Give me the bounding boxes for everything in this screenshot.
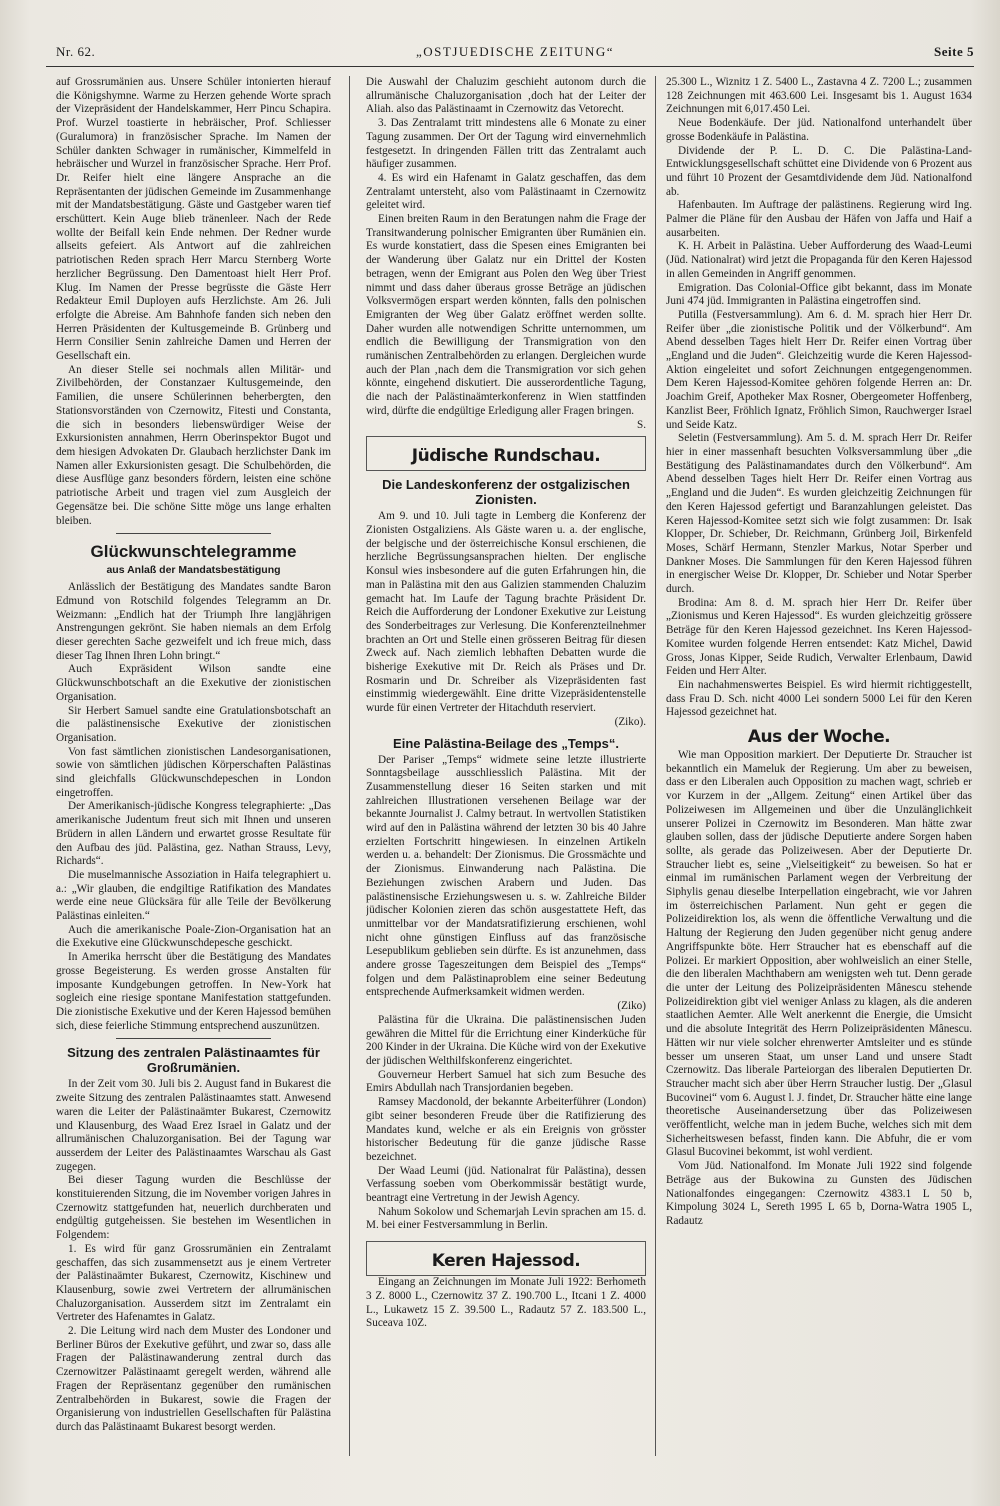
article-paragraph: In der Zeit vom 30. Juli bis 2. August fand in Bukarest die zweite Sitzung des zentralen Palästinaamtes statt. Anwesend waren die Leiter der Palästinaämter Bukarest, Czernowitz und Klausenburg, des Waad Erez Israel in Galatz und der allrumänischen Chaluzorganisation. Bei der Tagung war ausserdem der Leiter des Palästinaamtes Warschau als Gast zugegen. xyxy=(56,1078,331,1173)
headline-temps: Eine Palästina-Beilage des „Temps“. xyxy=(393,735,619,751)
news-item: Brodina: Am 8. d. M. sprach hier Herr Dr. Reifer über „Zionismus und Keren Hajessod“. Es wurden gleichzeitig grössere Beträge für den Keren Hajessod gezeichnet. Ins Keren Hajessod-Komitee wurden folgende Herren entsendet: Katz Michel, Dawid Gross, Jonas Kipper, Seide Rudich, Verwalter Erlenbaum, Dawid Feiden und Herr Alter. xyxy=(666,596,972,678)
article-paragraph: Anlässlich der Bestätigung des Mandates sandte Baron Edmund von Rotschild folgendes Telegramm an Dr. Weizmann: „Endlich hat der Triumph Ihre langjährigen Anstrengungen gekrönt. Sie haben niemals an dem Erfolg dieser gerechten Sache gezweifelt und ich freue mich, dass dieser Tag Ihnen Ihren Lohn bringt.“ xyxy=(56,581,331,662)
article-paragraph: Bei dieser Tagung wurden die Beschlüsse der konstituierenden Sitzung, die im November vorigen Jahres in Czernowitz stattgefunden hat, neuerlich durchberaten und endgültig gutgeheissen. Sie bestehen im Wesentlichen in Folgendem: xyxy=(56,1174,331,1242)
column-divider xyxy=(349,76,350,1456)
article-paragraph: 25.300 L., Wiznitz 1 Z. 5400 L., Zastavna 4 Z. 7200 L.; zusammen 128 Zeichnungen mit 463.600 Lei. Insgesamt bis 1. August 1634 Zeichnungen mit 6,017.450 Lei. xyxy=(666,76,972,116)
article-paragraph: 1. Es wird für ganz Grossrumänien ein Zentralamt geschaffen, das sich zusammensetzt aus je einem Vertreter der Palästinaämter Bukarest, Czernowitz, Kischinew und Klausenburg, sowie zwei Vertretern der allrumänischen Chaluzorganisation. Ausserdem sitzt im Zentralamt ein Vertreter des Hafenamtes in Galatz. xyxy=(56,1242,331,1324)
article-paragraph: Von fast sämtlichen zionistischen Landesorganisationen, sowie von sämtlichen jüdischen Körperschaften Palästinas sind gleichfalls Glückwunschdepeschen in London eingetroffen. xyxy=(56,745,331,799)
headline-landeskonferenz: Die Landeskonferenz der ostgalizischen Zionisten. xyxy=(382,477,630,508)
column-2 xyxy=(366,76,646,1461)
section-heading-rundschau: Jüdische Rundschau. xyxy=(411,446,601,467)
section-divider xyxy=(116,533,271,534)
news-item: Nahum Sokolow und Schemarjah Levin sprachen am 15. d. M. bei einer Festversammlung in Berlin. xyxy=(366,1205,646,1232)
article-paragraph: Am 9. und 10. Juli tagte in Lemberg die Konferenz der Zionisten Ostgaliziens. Als Gäste waren u. a. der englische, der belgische und der österreichische Konsul erschienen, die herzliche Begrüssungsansprachen hielten. Der englische Konsul wies insbesondere auf die guten Erfahrungen hin, die man in Palästina mit den aus Galizien stammenden Chaluzim gemacht hat. Im Laufe der Tagung brachte Präsident Dr. Reich die Aufforderung der Londoner Exekutive zur Leistung des Sonderbeitrages zur Verlesung. Die Konferenzteilnehmer brachten an Ort und Stelle einen grösseren Beitrag für diesen Zweck auf. Nach ziemlich lebhaften Debatten wurde die bisherige Exekutive mit Dr. Reich als Präses und Dr. Rosmarin und Dr. Schreiber als Vizepräsidenten fast einstimmig wiedergewählt. Eine dritte Vizepräsidentenstelle wurde für einen Vertreter der Hitachduth reserviert. xyxy=(366,510,646,715)
news-item: Dividende der P. L. D. C. Die Palästina-Land-Entwicklungsgesellschaft schüttet eine Dividende von 6 Prozent aus und führt 10 Prozent der Gesamtdividende dem Jüd. Nationalfond ab. xyxy=(666,144,972,198)
article-paragraph: Vom Jüd. Nationalfond. Im Monate Juli 1922 sind folgende Beträge aus der Bukowina zu Gunsten des Jüdischen Nationalfondes eingegangen: Czernowitz 4383.1 L 50 b, Kimpolung 3024 L, Sereth 1995 L 65 b, Dorna-Watra 1905 L, Radautz xyxy=(666,1160,972,1227)
article-paragraph: In Amerika herrscht über die Bestätigung des Mandates grosse Begeisterung. Es werden grosse Anstalten für imposante Kundgebungen getroffen. In New-York hat sogleich eine riesige spontane Manifestation stattgefunden. Die zionistische Exekutive und der Keren Hajessod bemühen sich, diese feierliche Stimmung entsprechend auszunützen. xyxy=(56,951,331,1032)
headline-sitzung: Sitzung des zentralen Palästinaamtes für Großrumänien. xyxy=(67,1045,320,1076)
article-paragraph: Wie man Opposition markiert. Der Deputierte Dr. Straucher ist bekanntlich ein Mameluk der Regierung. Um aber zu beweisen, dass er den Liberalen auch Opposition zu machen wagt, schrieb er vor Kurzem in der „Allgem. Zeitung“ einen Artikel über das Polizeiwesen im Allgemeinen und über die Unzulänglichkeit unserer Polizei in Czernowitz im Besonderen. Man hätte zwar glauben sollen, dass der jüdische Deputierte andere Sorgen haben sollte, als gerade das Polizeiwesen. Aber der Deputierte Dr. Straucher liebt es, seine „Vielseitigkeit“ zu beweisen. So hat er einmal im rumänischen Parlament wegen der Verbreitung der Siphylis genau dieselbe Interpellation eingebracht, wie vor Jahren im österreichischen Parlament. Nun geht er gegen die Polizeidirektion los, als wenn die öffentliche Verwaltung und die Haltung der Regierung den Juden gegenüber nicht genug andere Angriffspunkte böte. Herr Straucher hat es ebenschaff auf die Polizei. Er markiert Opposition, aber wohlweislich an einer Stelle, die den liberalen Machthabern am wenigsten weh tut. Denn gerade die unter der Leitung des Polizeipräsidenten Mânescu stehende Polizeidirektion gibt viel weniger Anlass zu klagen, als die anderen staatlichen Aemter. Alle Welt anerkennt die Energie, die Umsicht und die absolute Integrität des Herrn Polizeipräsidenten Mânescu. Hätten wir nur viele solcher ehrenwerter Amtsleiter und es stünde besser um unseren Staat, um unser Land und unsere Stadt Czernowitz. Das liberale Parteiorgan des liberalen Deputierten Dr. Straucher macht sich aber über Herrn Straucher lustig. Der „Glasul Bucovinei“ vom 6. August l. J. findet, Dr. Straucher hätte eine lange theoretische Auseinandersetzung über das Polizeiwesen veröffentlicht, welche man in jedem Buche, welches sich mit dem Sicherheitswesen befasst, finden kann. Die Abfuhr, die er vom Glasul Bucovinei bekommt, ist wohl verdient. xyxy=(666,749,972,1159)
article-paragraph: 2. Die Leitung wird nach dem Muster des Londoner und Berliner Büros der Exekutive geführt, und zwar so, dass alle Fragen der Palästinawanderung zentral durch das Czernowitzer Palästinaamt geregelt werden, während alle Fragen der Repräsentanz gegenüber den rumänischen Zentralbehörden in Bukarest, sowie die Fragen der Organisierung von industriellen Gesellschaften für Palästina durch das Palästinaamt Bukarest besorgt werden. xyxy=(56,1325,331,1433)
news-item: Ein nachahmenswertes Beispiel. Es wird hiermit richtiggestellt, dass Frau D. Sch. nicht 4000 Lei sondern 5000 Lei für den Keren Hajessod gezeichnet hat. xyxy=(666,678,972,719)
news-item: Emigration. Das Colonial-Office gibt bekannt, dass im Monate Juni 474 jüd. Immigranten in Palästina eingetroffen sind. xyxy=(666,281,972,308)
news-item: Putilla (Festversammlung). Am 6. d. M. sprach hier Herr Dr. Reifer über „die zionistische Politik und der Völkerbund“. Am Abend desselben Tages hielt Herr Dr. Reifer einen Vortrag über „England und die Juden“. Gleichzeitig wurde die Keren Hajessod-Aktion eingeleitet und sofort Zeichnungen entgegengenommen. Dem Keren Hajessod-Komitee gehören folgende Herren an: Dr. Joachim Greif, Apotheker Max Rosner, Obergeometer Hoffenberg, Kanzlist Beer, Fröhlich Ignatz, Fröhlich Simon, Rauchwerger Israel und Seide Katz. xyxy=(666,308,972,431)
article-paragraph: Einen breiten Raum in den Beratungen nahm die Frage der Transitwanderung polnischer Emigranten über Rumänien ein. Es wurde konstatiert, dass die Spesen eines Emigranten bei der Wanderung über Galatz nur ein Drittel der Kosten betragen, wenn der Emigrant aus Polen den Weg über Triest nimmt und dass daher überaus grosse Beträge an jüdischen Volksvermögen erspart werden könnten, falls den polnischen Emigranten der Weg über Galatz eröffnet werden sollte. Daher wurden alle notwendigen Schritte unternommen, um endlich die Bewilligung der Transmigration von den rumänischen Zentralbehörden zu erlangen. Dergleichen wurde auch der Plan ‚nach dem die Transmigration vor sich gehen könnte, eingehend diskutiert. Die ausserordentliche Tagung, die nach der Palästinaämterkonferenz in Wien stattfinden wird, dürfte die endgültige Erledigung aller Fragen bringen. xyxy=(366,213,646,417)
running-head xyxy=(56,44,974,64)
news-item: K. H. Arbeit in Palästina. Ueber Aufforderung des Waad-Leumi (Jüd. Nationalrat) wird jetzt die Propaganda für den Keren Hajessod in allen Gemeinden in Angriff genommen. xyxy=(666,240,972,280)
signature: S. xyxy=(636,418,646,431)
section-heading-keren-hajessod: Keren Hajessod. xyxy=(431,1251,581,1272)
article-paragraph: Auch die amerikanische Poale-Zion-Organisation hat an die Exekutive eine Glückwunschdepesche geschickt. xyxy=(56,923,331,950)
article-paragraph: Auch Expräsident Wilson sandte eine Glückwunschbotschaft an die Exekutive der zionistischen Organisation. xyxy=(56,663,331,703)
news-item: Palästina für die Ukraina. Die palästinensischen Juden gewähren die Mittel für die Errichtung einer Kinderküche für 200 Kinder in der Ukraina. Die Küche wird von der Exekutive der jüdischen Welthilfskonferenz eingerichtet. xyxy=(366,1013,646,1067)
article-paragraph: An dieser Stelle sei nochmals allen Militär- und Zivilbehörden, der Constanzaer Kultusgemeinde, den Familien, die unsere Schülerinnen beherbergten, den Stationsvorständen von Czernowitz, Fitesti und Constanta, die sich in besonders liebenswürdiger Weise der Exkursionisten annahmen, Herrn Oberinspektor Bugot und dem hiesigen Advokaten Dr. Glaubach herzlichster Dank im Namen aller Exkursionisten gesagt. Die Schulbehörden, die diese Ausflüge ganz besonders fördern, leisten eine schöne patriotische Arbeit und tragen viel zum Ausgleich der Gegensätze bei. Die schöne Sitte möge uns lange erhalten bleiben. xyxy=(56,363,331,527)
news-item: Gouverneur Herbert Samuel hat sich zum Besuche des Emirs Abdullah nach Transjordanien begeben. xyxy=(366,1068,646,1095)
column-1 xyxy=(56,76,331,1461)
section-heading-aus-der-woche: Aus der Woche. xyxy=(747,727,891,748)
article-paragraph: Die Auswahl der Chaluzim geschieht autonom durch die allrumänische Chaluzorganisation ‚doch hat der Leiter der Aliah. also das Palästinaamt in Czernowitz das Vetorecht. xyxy=(366,76,646,116)
section-divider xyxy=(116,1038,271,1039)
article-paragraph: Die muselmannische Assoziation in Haifa telegraphiert u. a.: „Wir glauben, die endgiltige Ratifikation des Mandates werde eine neue Glücksära für alle Teile der Bevölkerung Palästinas einleiten.“ xyxy=(56,868,331,923)
signature: (Ziko). xyxy=(614,715,646,728)
article-paragraph: Sir Herbert Samuel sandte eine Gratulationsbotschaft an die palästinensische Exekutive der zionistischen Organisation. xyxy=(56,704,331,744)
newspaper-title: „OSTJUEDISCHE ZEITUNG“ xyxy=(415,44,614,59)
section-box xyxy=(366,1241,646,1276)
headline-glueckwunsch: Glückwunschtelegramme xyxy=(90,542,297,562)
page-number: Seite 5 xyxy=(934,44,974,59)
article-paragraph: Der Pariser „Temps“ widmete seine letzte illustrierte Sonntagsbeilage ausschliesslich Palästina. Mit der Zusammenstellung dieser 16 Seiten starken und mit zahlreichen Illustrationen versehenen Beilage war der bekannte Journalist J. Calmy betraut. In wertvollen Statistiken wird auf den in Palästina während der letzten 30 bis 40 Jahre erzielten Fortschritt hingewiesen. In einzelnen Artikeln werden u. a. behandelt: Der Zionismus. Die Grossmächte und der Zionismus. Einwanderung nach Palästina. Die Beziehungen zwischen Arabern und Juden. Das palästinensische Erziehungswesen u. s. w. Zahlreiche Bilder jüdischer Kolonien zieren das schön ausgestattete Heft, das unmittelbar vor der Mandatsratifizierung erschienen, wohl nicht ohne günstigen Einfluss auf das französische Lesepublikum geblieben sein dürfte. Es ist anzunehmen, dass andere grosse Tageszeitungen dem Beispiel des „Temps“ folgen und dem Palästinaproblem eine seiner Bedeutung entsprechende Aufmerksamkeit widmen werden. xyxy=(366,753,646,999)
article-paragraph: Eingang an Zeichnungen im Monate Juli 1922: Berhometh 3 Z. 8000 L., Czernowitz 37 Z. 190.700 L., Itcani 1 Z. 4000 L., Lukawetz 15 Z. 39.500 L., Radautz 57 Z. 183.500 L., Suceava 10Z. xyxy=(366,1276,646,1330)
article-paragraph: 4. Es wird ein Hafenamt in Galatz geschaffen, das dem Zentralamt untersteht, also vom Palästinaamt in Czernowitz geleitet wird. xyxy=(366,171,646,212)
signature: (Ziko) xyxy=(617,1000,646,1013)
news-item: Seletin (Festversammlung). Am 5. d. M. sprach Herr Dr. Reifer hier in einer massenhaft besuchten Volksversammlung über „die Bestätigung des Palästinamandates durch den Völkerbund“. Am Abend desselben Tages hielt Herr Dr. Reifer einen Vortrag aus „England und die Juden“. Es wurden gleichzeitig Zeichnungen für den Keren Hajessod gefertigt und Baranzahlungen geleistet. Das Keren Hajessod-Komitee setzt sich wie folgt zusammen: Dr. Isak Klopper, Dr. Schieber, Dr. Reichmann, Grünberg Joil, Birkenfeld Moses, Schärf Hermann, Stenzler Markus, Notar Sperber und Dankner Moses. Die Sammlungen für den Keren Hajessod führen in energischer Weise Dr. Klopper, Dr. Schieber und Notar Sperber durch. xyxy=(666,432,972,596)
news-item: Neue Bodenkäufe. Der jüd. Nationalfond unterhandelt über grosse Bodenkäufe in Palästina. xyxy=(666,117,972,143)
news-item: Hafenbauten. Im Auftrage der palästinens. Regierung wird Ing. Palmer die Pläne für den Ausbau der Häfen von Jaffa und Haif a ausarbeiten. xyxy=(666,199,972,239)
article-paragraph: 3. Das Zentralamt tritt mindestens alle 6 Monate zu einer Tagung zusammen. Der Ort der Tagung wird einvernehmlich festgesetzt. In dringenden Fällen tritt das Zentralamt auch häufiger zusammen. xyxy=(366,117,646,171)
section-box xyxy=(366,436,646,471)
issue-number: Nr. 62. xyxy=(56,44,96,59)
header-rule xyxy=(46,66,974,67)
news-item: Ramsey Macdonold, der bekannte Arbeiterführer (London) gibt seiner besonderen Freude über die Ratifizierung des Mandates kund, welche er als ein Ereignis von grösster historischer Bedeutung für die ganze jüdische Rasse bezeichnet. xyxy=(366,1096,646,1163)
news-item: Der Waad Leumi (jüd. Nationalrat für Palästina), dessen Verfassung soeben vom Oberkommissär bestätigt wurde, beantragt eine Vertretung in der Jewish Agency. xyxy=(366,1164,646,1205)
column-divider xyxy=(655,76,656,1456)
column-3 xyxy=(666,76,972,1461)
article-paragraph: Der Amerikanisch-jüdische Kongress telegraphierte: „Das amerikanische Judentum freut sich mit Ihnen und unseren Brüdern in allen Ländern und erwartet grosse Resultate für den Aufbau des jüd. Palästina, gez. Nathan Strauss, Levy, Richards“. xyxy=(56,800,331,868)
article-paragraph: auf Grossrumänien aus. Unsere Schüler intonierten hierauf die Königshymne. Warme zu Herzen gehende Worte sprach der Vizepräsident der Handelskammer, Herr Pincu Schapira. Prof. Wurzel toastierte in hebräischer, Prof. Schliesser (Guralumora) in französischer Sprache. Im Namen der Schüler dankten Schwager in rumänischer, Kimmelfeld in hebräischer und Wurzel in französischer Sprache. Herr Prof. Dr. Reifer hielt eine längere Ansprache an die Repräsentanten der jüdischen Gemeinde im Zusammenhange mit der Mandatsbestätigung. Gäste und Gastgeber waren tief erschüttert. Kein Auge blieb tränenleer. Nach der Rede wollte der Beifall kein Ende nehmen. Der Redner wurde allseits gefeiert. Als Antwort auf die zahlreichen patriotischen Reden sprach Herr Marcu Sternberg Worte herzlicher Begrüssung. Den Damentoast hielt Herr Prof. Klug. Im Namen der Presse begrüsste die Gäste Herr Redakteur Emil Duployen aufs Herzlichste. Am 26. Juli erfolgte die Abreise. Am Bahnhofe fanden sich neben den Herren Präsidenten der Kultusgemeinde B. Grünberg und Herrn Consilier Senin zahlreiche Damen und Herren der Gesellschaft ein. xyxy=(56,76,331,363)
subheadline: aus Anlaß der Mandatsbestätigung xyxy=(106,564,281,577)
